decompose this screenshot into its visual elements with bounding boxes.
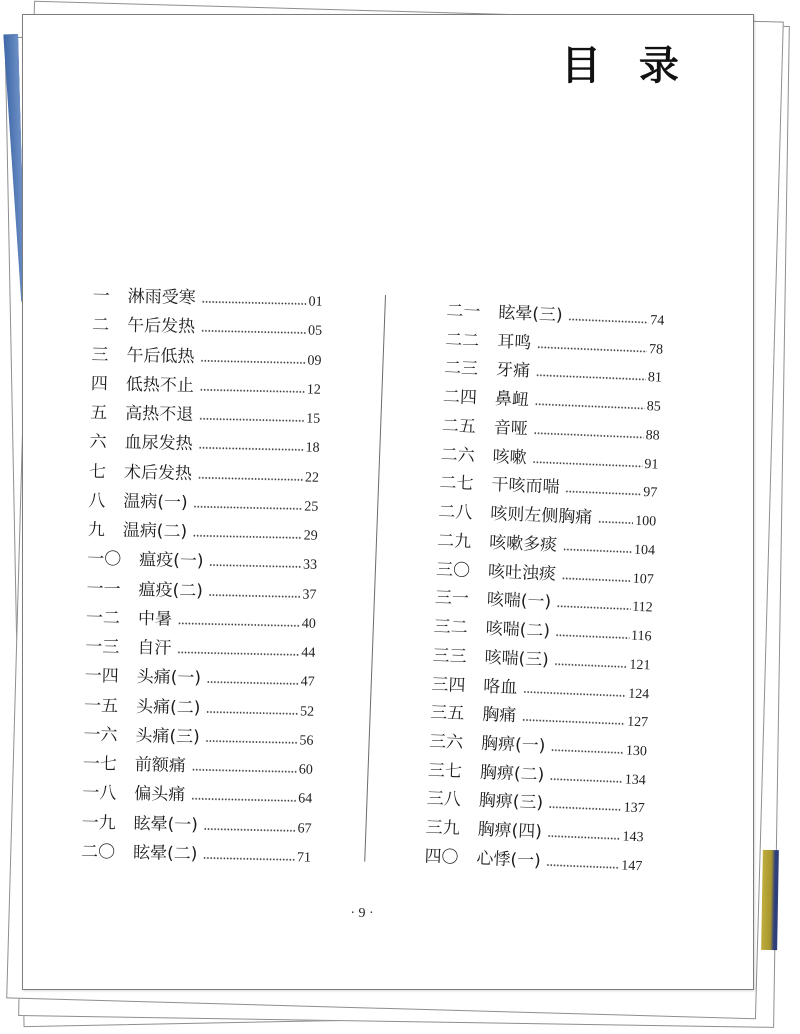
entry-title: 咳喘(二) [485,618,551,642]
entry-page-number: 71 [296,850,312,866]
entry-title: 前额痛 [134,755,187,777]
entry-page-number: 91 [644,456,659,472]
entry-page-number: 60 [298,762,313,779]
entry-number: 九 [87,520,106,541]
dot-leader [192,769,297,774]
dot-leader [194,505,303,510]
dot-leader [522,718,625,725]
entry-title: 咳喘(三) [484,647,550,670]
dot-leader [201,330,306,335]
entry-title: 血尿发热 [124,433,193,455]
entry-number: 二六 [440,444,476,466]
dot-leader [200,359,305,364]
entry-number: 一八 [82,783,117,805]
entry-page-number: 116 [630,628,652,645]
dot-leader [198,476,303,481]
entry-page-number: 143 [622,829,644,846]
entry-number: 一五 [83,695,119,717]
entry-title: 胸痛 [481,704,517,726]
entry-page-number: 121 [629,657,651,673]
entry-title: 胸痹(一) [480,733,546,756]
entry-title: 午后低热 [126,345,195,368]
dot-leader [532,460,642,467]
entry-page-number: 104 [633,542,656,559]
entry-title: 咳嗽多痰 [488,532,558,556]
entry-title: 头痛(三) [135,726,200,748]
entry-number: 三二 [433,616,469,638]
entry-page-number: 52 [299,704,315,720]
dot-leader [191,798,296,803]
entry-page-number: 134 [624,771,647,788]
entry-title: 胸痹(三) [478,790,544,814]
entry-page-number: 47 [300,675,315,691]
dot-leader [206,740,298,745]
entry-number: 二八 [437,501,473,523]
entry-title: 自汗 [137,638,172,660]
entry-title: 眩晕(一) [133,813,199,836]
entry-title: 术后发热 [123,462,193,485]
entry-page-number: 18 [305,441,320,457]
entry-title: 心悸(一) [476,848,542,871]
entry-page-number: 25 [304,499,319,515]
dot-leader [563,547,632,553]
entry-number: 三三 [432,645,467,667]
entry-number: 八 [88,491,106,512]
entry-page-number: 29 [303,528,318,545]
entry-number: 一四 [84,666,119,688]
dot-leader [202,301,307,306]
entry-number: 四 [90,374,109,395]
dot-leader [557,605,630,611]
entry-page-number: 124 [627,685,650,702]
entry-title: 咳吐浊痰 [487,561,557,584]
entry-page-number: 85 [646,398,662,415]
entry-title: 头痛(二) [135,696,201,719]
entry-page-number: 56 [299,733,314,749]
entry-number: 三七 [427,759,463,782]
entry-title: 淋雨受寒 [127,287,196,309]
entry-number: 二一 [446,300,481,322]
entry-title: 胸痹(二) [479,762,545,785]
entry-title: 咳喘(一) [486,589,552,613]
entry-title: 瘟疫(一) [138,550,204,573]
entry-page-number: 33 [302,558,318,574]
entry-title: 干咳而喘 [491,474,560,498]
entry-title: 眩晕(二) [132,843,198,865]
entry-number: 六 [89,432,107,453]
entry-title: 偏头痛 [134,784,186,806]
entry-page-number: 40 [301,616,317,632]
dot-leader [207,681,299,686]
entry-title: 温病(二) [122,521,188,543]
dot-leader [546,863,619,869]
dot-leader [203,857,295,862]
entry-page-number: 107 [632,570,655,587]
entry-number: 二五 [441,415,477,437]
entry-number: 二七 [439,472,474,495]
entry-page-number: 97 [642,485,658,501]
dot-leader [551,748,624,754]
entry-title: 牙痛 [495,360,531,382]
dot-leader [193,535,302,540]
entry-number: 二九 [436,530,472,552]
entry-title: 高热不退 [125,404,194,426]
entry-title: 胸痹(四) [477,819,543,843]
entry-number: 二四 [442,386,478,409]
entry-number: 三五 [429,702,465,724]
entry-title: 咯血 [483,675,518,698]
entry-page-number: 22 [304,470,320,486]
dot-leader [548,834,621,840]
dot-leader [598,520,633,524]
entry-number: 二三 [443,358,479,380]
page-title: 目 录 [561,43,679,89]
entry-number: 一〇 [86,549,122,571]
entry-number: 一 [92,286,110,307]
dot-leader [204,827,296,832]
entry-page-number: 81 [647,370,663,386]
dot-leader [199,447,304,452]
entry-number: 一七 [82,754,118,775]
entry-number: 四〇 [424,846,459,868]
entry-title: 鼻衄 [494,388,530,411]
entry-page-number: 88 [645,427,660,444]
dot-leader [568,317,648,323]
entry-title: 低热不止 [125,374,195,397]
entry-number: 二 [91,315,110,336]
dot-leader [177,651,299,657]
dot-leader [534,431,644,438]
entry-number: 一二 [85,608,121,629]
entry-number: 一六 [83,725,118,746]
dot-leader [523,690,626,697]
book-cover-edge [761,850,779,950]
entry-number: 一三 [85,637,120,659]
entry-title: 眩晕(三) [497,302,564,326]
toc-entry [81,838,312,872]
entry-page-number: 137 [623,800,645,817]
dot-leader [562,576,631,582]
dot-leader [199,418,304,423]
entry-title: 咳则左侧胸痛 [489,503,593,528]
dot-leader [178,622,300,628]
dot-leader [200,388,305,393]
entry-title: 瘟疫(二) [138,579,204,602]
entry-number: 三 [91,344,109,366]
entry-number: 二二 [444,329,480,351]
entry-title: 音哑 [493,417,529,439]
entry-page-number: 12 [306,382,321,398]
toc-column-left [81,282,323,872]
dot-leader [565,490,641,496]
entry-number: 三一 [434,587,470,610]
entry-page-number: 100 [634,513,657,530]
dot-leader [206,710,298,715]
entry-number: 三六 [428,731,464,753]
entry-page-number: 67 [297,821,312,837]
entry-title: 头痛(一) [136,667,202,689]
toc-entry [87,516,318,550]
entry-number: 三九 [425,817,461,839]
entry-number: 五 [90,403,108,424]
entry-number: 三八 [426,788,462,811]
dot-leader [537,345,647,352]
entry-page-number: 127 [626,714,649,731]
page-folio: · 9 · [350,906,374,921]
entry-title: 咳嗽 [492,446,528,468]
entry-page-number: 01 [308,294,323,311]
entry-page-number: 74 [649,312,665,329]
entry-page-number: 37 [302,587,317,603]
entry-title: 温病(一) [123,491,188,514]
dot-leader [556,633,629,639]
entry-title: 中暑 [137,609,173,630]
entry-title: 午后发热 [126,316,196,338]
dot-leader [549,806,622,812]
entry-number: 二〇 [80,842,116,863]
dot-leader [209,593,301,598]
entry-page-number: 130 [625,743,648,759]
entry-page-number: 112 [631,599,653,616]
entry-page-number: 05 [307,324,323,340]
dot-leader [209,564,301,569]
entry-page-number: 64 [298,792,313,808]
entry-number: 一九 [81,812,116,834]
entry-title: 耳鸣 [496,331,532,353]
entry-page-number: 44 [301,645,316,662]
dot-leader [535,402,645,409]
toc-column-right [424,297,665,880]
entry-number: 一一 [86,578,121,600]
entry-number: 七 [88,461,107,483]
entry-number: 三〇 [435,558,471,581]
dot-leader [555,662,628,668]
dot-leader [550,777,623,783]
entry-page-number: 78 [648,341,664,358]
entry-page-number: 09 [307,353,322,369]
entry-page-number: 15 [306,411,321,428]
dot-leader [536,374,646,381]
entry-number: 三四 [431,673,466,696]
entry-page-number: 147 [621,858,643,874]
